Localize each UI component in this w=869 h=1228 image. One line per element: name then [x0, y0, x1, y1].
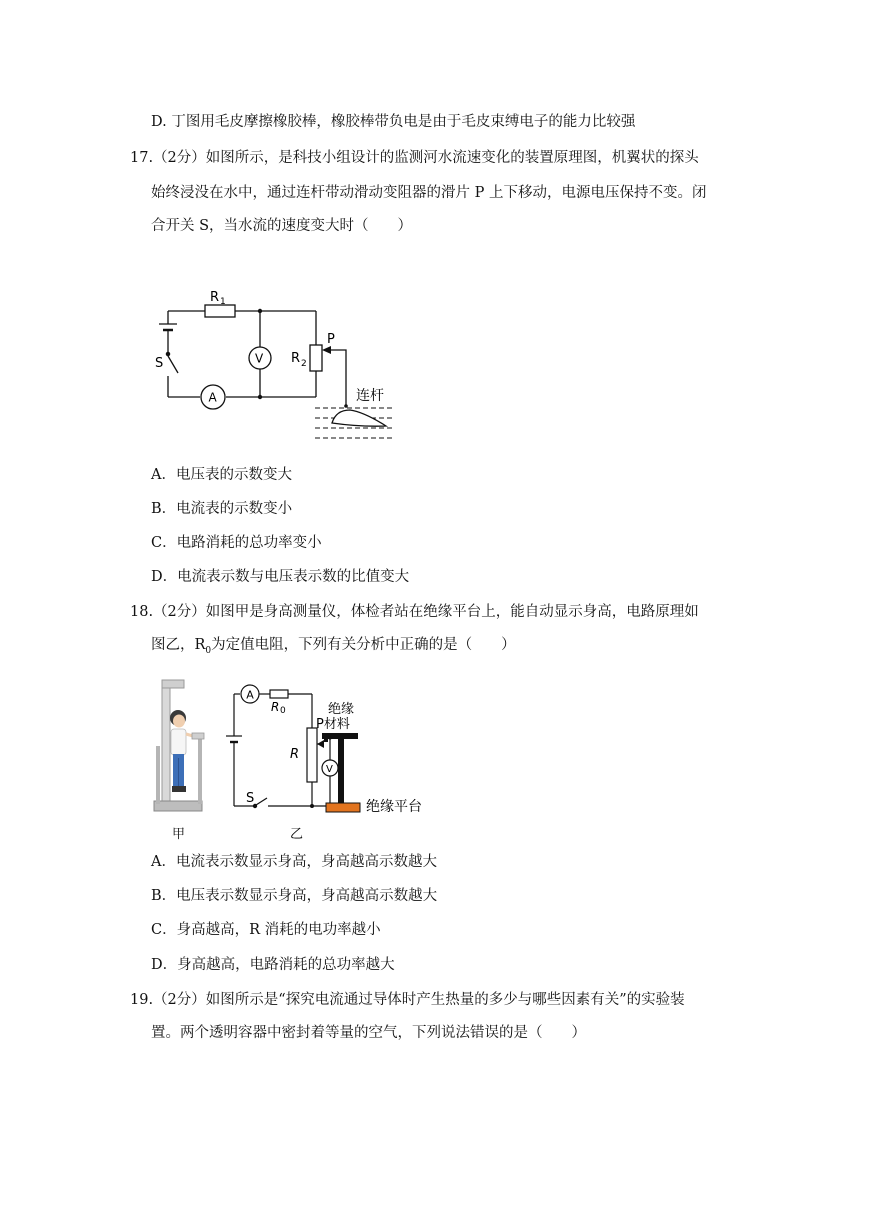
q17-stem-line3: 合开关 S，当水流的速度变大时（ ）: [151, 218, 413, 234]
q17-label-s: S: [155, 356, 164, 371]
q18-figure-yi: [220, 678, 435, 843]
q18-label-insul-1: 绝缘: [328, 702, 355, 717]
q17-circuit-figure: [150, 280, 410, 450]
q18-label-yi: 乙: [290, 827, 304, 842]
q17-label-r2-sub: 2: [301, 359, 307, 369]
q18-label-r0-sub: 0: [280, 706, 286, 716]
q17-option-a[interactable]: A．电压表的示数变大: [151, 467, 292, 483]
q17-option-c[interactable]: C．电路消耗的总功率变小: [151, 535, 322, 551]
q17-label-a: A: [208, 390, 217, 405]
q18-figure-jia: [148, 676, 218, 841]
q18-stem-line2: 图乙，$R_0$为定值电阻，下列有关分析中正确的是（ ）: [151, 637, 516, 656]
q18-label-a: A: [246, 688, 254, 702]
q17-label-r1-sub: 1: [220, 297, 226, 307]
q19-stem-line1: 19.（2分）如图所示是“探究电流通过导体时产生热量的多少与哪些因素有关”的实验装: [130, 992, 685, 1008]
q18-label-v: V: [326, 764, 333, 775]
q17-option-d[interactable]: D．电流表示数与电压表示数的比值变大: [151, 569, 410, 585]
q17-label-r2: R: [291, 351, 301, 366]
q18-option-a[interactable]: A．电流表示数显示身高，身高越高示数越大: [151, 854, 437, 870]
q17-stem-line1: 17.（2分）如图所示，是科技小组设计的监测河水流速变化的装置原理图，机翼状的探头: [130, 150, 699, 166]
q16-option-d[interactable]: D. 丁图用毛皮摩擦橡胶棒，橡胶棒带负电是由于毛皮束缚电子的能力比较强: [151, 114, 636, 130]
q17-label-rod: 连杆: [356, 388, 384, 404]
q17-option-b[interactable]: B．电流表的示数变小: [151, 501, 293, 517]
q18-label-platform: 绝缘平台: [366, 799, 422, 815]
q18-label-r: R: [290, 747, 300, 762]
q18-label-s: S: [246, 791, 255, 806]
q17-label-r1: R: [210, 290, 220, 305]
q18-label-jia: 甲: [172, 827, 186, 841]
q18-label-insul-2: P材料: [316, 717, 350, 732]
q18-option-b[interactable]: B．电压表示数显示身高，身高越高示数越大: [151, 888, 438, 904]
q17-label-v: V: [255, 351, 264, 366]
q18-stem-line1: 18.（2分）如图甲是身高测量仪，体检者站在绝缘平台上，能自动显示身高，电路原理如: [130, 604, 699, 620]
q18-label-r0: R: [271, 700, 280, 714]
q19-stem-line2: 置。两个透明容器中密封着等量的空气，下列说法错误的是（ ）: [151, 1025, 586, 1041]
q18-option-c[interactable]: C．身高越高，R 消耗的电功率越小: [151, 922, 381, 938]
q17-stem-line2: 始终浸没在水中，通过连杆带动滑动变阻器的滑片 P 上下移动，电源电压保持不变。闭: [151, 185, 707, 201]
q18-option-d[interactable]: D．身高越高，电路消耗的总功率越大: [151, 957, 395, 973]
q17-label-p: P: [327, 332, 335, 347]
